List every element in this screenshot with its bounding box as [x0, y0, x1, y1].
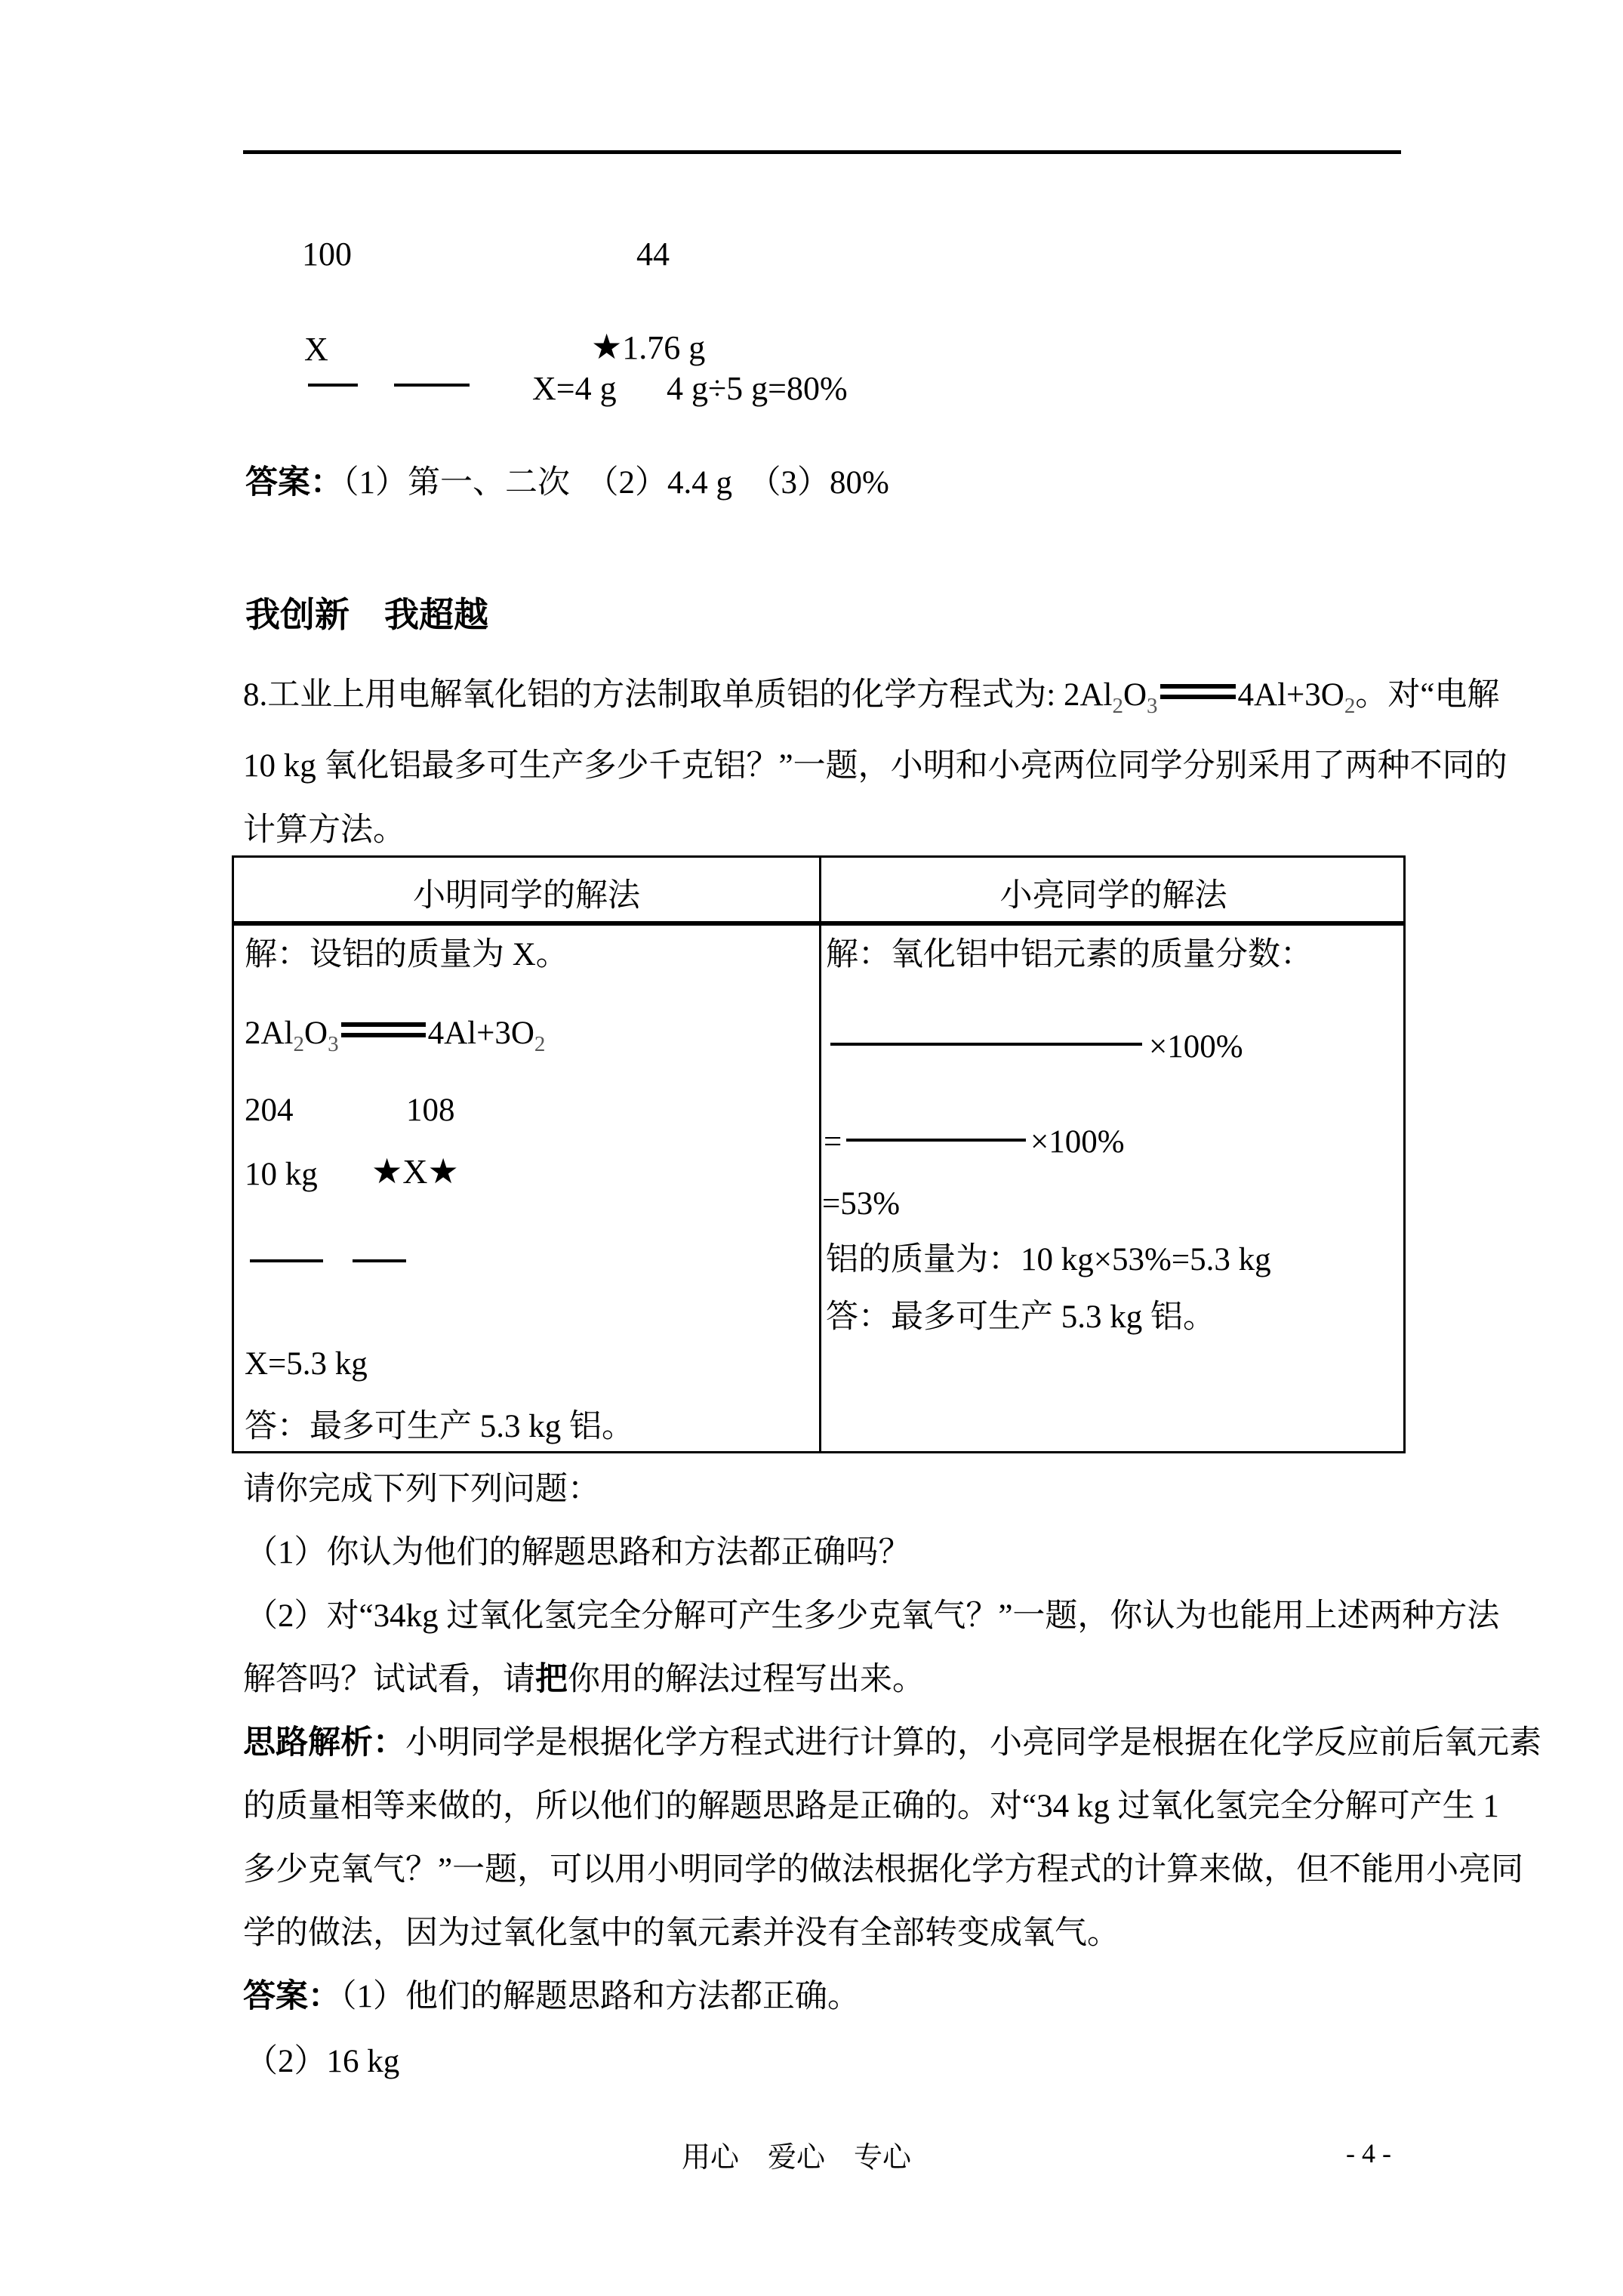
followup-q2-line2	[243, 1661, 925, 1698]
final-answer-a2: （2）16 kg	[245, 2044, 400, 2079]
followup-intro: 请你完成下列下列问题：	[243, 1472, 600, 1507]
chem-formula-rhs	[1237, 677, 1356, 718]
xm-equation	[245, 1015, 545, 1057]
calc-star-value	[591, 328, 705, 368]
formula-part: 4Al+3O	[1237, 677, 1344, 713]
followup-q1: （1）你认为他们的解题思路和方法都正确吗？	[245, 1535, 911, 1570]
formula-subscript: 3	[1147, 694, 1158, 718]
calc-percent-result: 4 g÷5 g=80%	[667, 370, 848, 407]
fraction-bar-placeholder	[250, 1259, 323, 1262]
double-bond-line	[341, 1022, 426, 1037]
table-header-xiaoliang: 小亮同学的解法	[999, 878, 1227, 914]
final-answer-a1: （1）他们的解题思路和方法都正确。	[340, 1979, 860, 2014]
xl-solve-line: 解：氧化铝中铝元素的质量分数：	[826, 937, 1313, 972]
final-answer-label: 答案：	[243, 1979, 340, 2014]
answer-line-7	[245, 464, 889, 501]
analysis-line4: 学的做法，因为过氧化氢中的氧元素并没有全部转变成氧气。	[243, 1915, 1119, 1951]
fraction-bar-placeholder	[308, 384, 358, 387]
analysis-line2: 的质量相等来做的，所以他们的解题思路是正确的。对“34 kg 过氧化氢完全分解可产生 1	[243, 1789, 1499, 1824]
question8-line3: 计算方法。	[243, 812, 405, 848]
q2-emphasis: 把	[535, 1662, 568, 1697]
calc-proportion-100: 100	[302, 236, 352, 273]
analysis-label: 思路解析：	[243, 1725, 405, 1761]
xm-molar-204: 204	[245, 1093, 294, 1128]
xm-answer: 答：最多可生产 5.3 kg 铝。	[245, 1409, 634, 1444]
xl-equals: =	[824, 1124, 842, 1160]
final-answer-line1	[243, 1978, 860, 2015]
calc-variable-x: X	[304, 331, 328, 368]
section-heading: 我创新 我超越	[245, 596, 488, 634]
solutions-table	[232, 855, 1406, 1453]
question8-line2: 10 kg 氧化铝最多可生产多少千克铝？”一题，小明和小亮两位同学分别采用了两种不同的	[243, 748, 1508, 784]
analysis-line1	[243, 1724, 1541, 1761]
analysis-line3: 多少克氧气？”一题，可以用小明同学的做法根据化学方程式的计算来做，但不能用小亮同	[243, 1852, 1524, 1888]
top-divider-line	[243, 150, 1401, 154]
fraction-bar-placeholder	[830, 1043, 1142, 1046]
fraction-bar-placeholder	[353, 1259, 406, 1262]
chem-formula-lhs	[1063, 677, 1158, 718]
analysis-text: 小明同学是根据化学方程式进行计算的，小亮同学是根据在化学反应前后氧元素	[405, 1725, 1541, 1761]
question8-line1	[243, 676, 1499, 719]
double-bond-line	[1160, 684, 1236, 699]
star-placeholder-icon: ★	[591, 328, 623, 366]
table-header-xiaoming: 小明同学的解法	[413, 878, 640, 914]
question8-line1-text: 8.工业上用电解氧化铝的方法制取单质铝的化学方程式为:	[243, 677, 1064, 713]
formula-part: 2Al	[1063, 677, 1113, 713]
fraction-bar-placeholder	[394, 384, 470, 387]
formula-subscript: 3	[328, 1032, 339, 1056]
formula-subscript: 2	[1344, 694, 1356, 718]
xm-x-result: X=5.3 kg	[245, 1346, 368, 1382]
formula-subscript: 2	[534, 1032, 546, 1056]
table-header-separator	[234, 921, 1403, 926]
answer-text: （1）第一、二次 （2）4.4 g （3）80%	[343, 465, 889, 501]
q2-text: 你用的解法过程写出来。	[568, 1662, 925, 1697]
calc-value-176: 1.76 g	[622, 329, 706, 366]
xl-times-100b: ×100%	[1030, 1124, 1125, 1160]
calc-proportion-44: 44	[636, 236, 670, 273]
xl-times-100a: ×100%	[1149, 1029, 1243, 1065]
fraction-bar-placeholder	[846, 1139, 1026, 1142]
followup-q2-line1: （2）对“34kg 过氧化氢完全分解可产生多少克氧气？”一题，你认为也能用上述两种方法	[245, 1598, 1500, 1634]
formula-subscript: 2	[293, 1032, 304, 1056]
xl-mass-line: 铝的质量为：10 kg×53%=5.3 kg	[826, 1242, 1271, 1277]
xl-result-53: =53%	[822, 1186, 901, 1222]
xm-star-x-placeholder: ★X★	[371, 1152, 459, 1191]
calc-x-result: X=4 g	[532, 370, 617, 407]
formula-subscript: 2	[1112, 694, 1123, 718]
table-column-divider	[819, 858, 821, 1451]
xm-molar-108: 108	[406, 1093, 455, 1128]
formula-part: O	[1123, 677, 1147, 713]
xl-answer: 答：最多可生产 5.3 kg 铝。	[826, 1299, 1215, 1335]
question8-line1-tail: 。对“电解	[1355, 677, 1500, 713]
footer-motto: 用心 爱心 专心	[682, 2142, 912, 2174]
xm-solve-line: 解：设铝的质量为 X。	[245, 937, 568, 972]
formula-part: O	[304, 1015, 328, 1051]
xm-given-10kg: 10 kg	[245, 1157, 318, 1192]
formula-part: 4Al+3O	[427, 1015, 534, 1051]
answer-label: 答案：	[245, 465, 343, 501]
footer-page-number: - 4 -	[1346, 2138, 1391, 2168]
formula-part: 2Al	[245, 1015, 294, 1051]
q2-text: 解答吗？试试看，请	[243, 1662, 535, 1697]
